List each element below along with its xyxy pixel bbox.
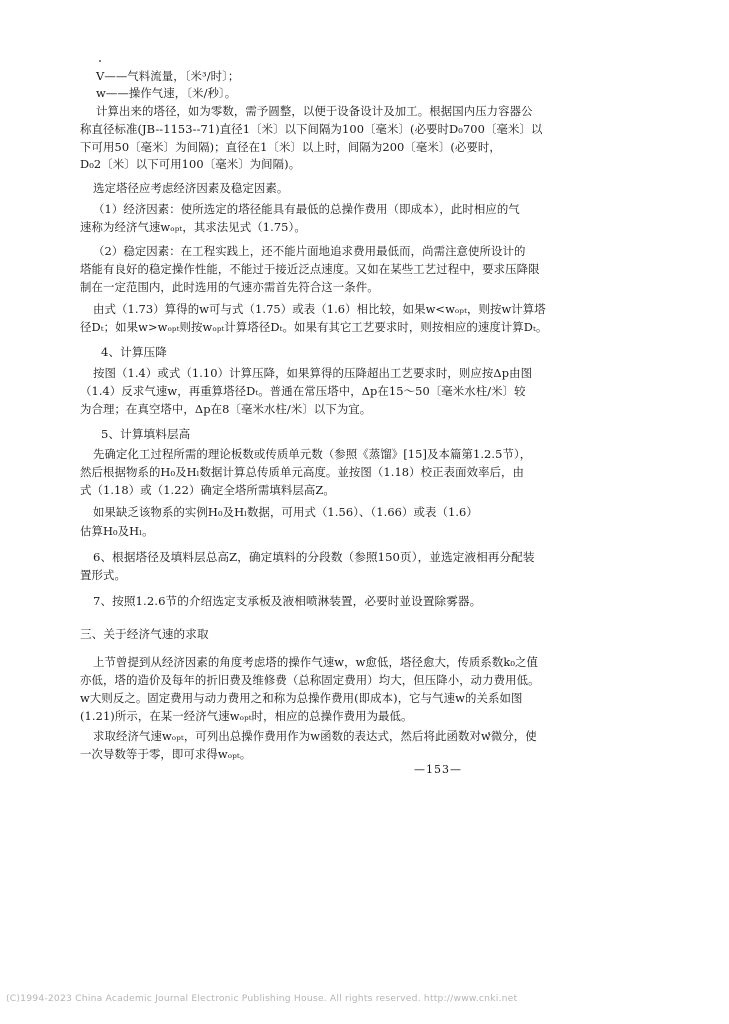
text-line: 如果缺乏该物系的实例H₀及Hₗ数据，可用式（1.56）、（1.66）或表（1.6） (93, 505, 478, 519)
section-heading: 6、根据塔径及填料层总高Z，确定填料的分段数（参照150页），並选定液相再分配装 (93, 550, 535, 564)
text-line: 然后根据物系的H₀及Hₗ数据计算总传质单元高度。並按图（1.18）校正表面效率后，由 (80, 465, 525, 479)
text-line: 按图（1.4）或式（1.10）计算压降，如果算得的压降超出工艺要求时，则应按Δp由图 (93, 366, 533, 380)
section-heading: 7、按照1.2.6节的介绍选定支承板及液相喷淋装置，必要时並设置除雾器。 (93, 594, 482, 608)
text-line: （1.4）反求气速w，再重算塔径Dₜ。普通在常压塔中，Δp在15～50〔毫米水柱/米〕较 (80, 384, 526, 398)
text-line: D₀2〔米〕以下可用100〔毫米〕为间隔)。 (80, 157, 301, 171)
text-line: 为合理；在真空塔中，Δp在8〔毫米水柱/米〕以下为宜。 (80, 402, 372, 416)
text-line: (1.21)所示，在某一经济气速wₒₚₜ时，相应的总操作费用为最低。 (80, 709, 413, 723)
text-line: 一次导数等于零，即可求得wₒₚₜ。 (80, 747, 252, 761)
scan-speck (99, 60, 101, 62)
text-line: 塔能有良好的稳定操作性能，不能过于接近泛点速度。又如在某些工艺过程中，要求压降限 (80, 262, 540, 276)
text-line: 制在一定范围内，此时选用的气速亦需首先符合这一条件。 (80, 280, 379, 294)
text-line: 径Dₜ；如果w>wₒₚₜ则按wₒₚₜ计算塔径Dₜ。如果有其它工艺要求时，则按相应的速度计算Dₜ。 (80, 320, 548, 334)
text-line: 下可用50〔毫米〕为间隔)；直径在1〔米〕以上时，间隔为200〔毫米〕(必要时， (80, 140, 501, 154)
text-line: 由式（1.73）算得的w可与式（1.75）或表（1.6）相比较，如果w<wₒₚₜ，则按w计算塔 (93, 302, 546, 316)
page-number: —153— (414, 763, 462, 776)
text-line: V——气料流量，〔米³/时〕； (96, 69, 240, 83)
section-heading: 5、计算填料层高 (101, 427, 191, 441)
text-line: 称直径标准(JB--1153--71)直径1〔米〕以下间隔为100〔毫米〕(必要时D₀700〔毫米〕以 (80, 122, 543, 136)
text-line: 式（1.18）或（1.22）确定全塔所需填料层高Z。 (80, 483, 335, 497)
text-line: w——操作气速，〔米/秒〕。 (96, 86, 237, 100)
text-line: w大则反之。固定费用与动力费用之和称为总操作费用(即成本)，它与气速w的关系如图 (80, 691, 523, 705)
chapter-heading: 三、关于经济气速的求取 (80, 627, 209, 641)
text-line: 求取经济气速wₒₚₜ，可列出总操作费用作为w函数的表达式，然后将此函数对w微分，使 (93, 729, 537, 743)
text-line: 选定塔径应考虑经济因素及稳定因素。 (93, 181, 289, 195)
text-line: 置形式。 (80, 568, 126, 582)
text-line: 估算H₀及Hₗ。 (80, 524, 154, 538)
section-heading: 4、计算压降 (101, 345, 167, 359)
text-line: 先确定化工过程所需的理论板数或传质单元数（参照《蒸馏》[15]及本篇第1.2.5节）， (93, 447, 532, 461)
text-line: 计算出来的塔径，如为零数，需予圆整，以便于设备设计及加工。根据国内压力容器公 (96, 104, 533, 118)
copyright-footer: (C)1994-2023 China Academic Journal Electronic Publishing House. All rights reserved. http://www.cnki.net (6, 993, 518, 1004)
text-line: （1）经济因素：使所选定的塔径能具有最低的总操作费用（即成本），此时相应的气 (93, 202, 520, 216)
text-line: 上节曾提到从经济因素的角度考虑塔的操作气速w，w愈低，塔径愈大，传质系数k₀之值 (93, 655, 539, 669)
text-line: 速称为经济气速wₒₚₜ，其求法见式（1.75）。 (80, 220, 306, 234)
text-line: 亦低，塔的造价及每年的折旧费及维修费（总称固定费用）均大，但压降小，动力费用低。 (80, 673, 540, 687)
text-line: （2）稳定因素：在工程实践上，还不能片面地追求费用最低而，尚需注意使所设计的 (93, 244, 526, 258)
